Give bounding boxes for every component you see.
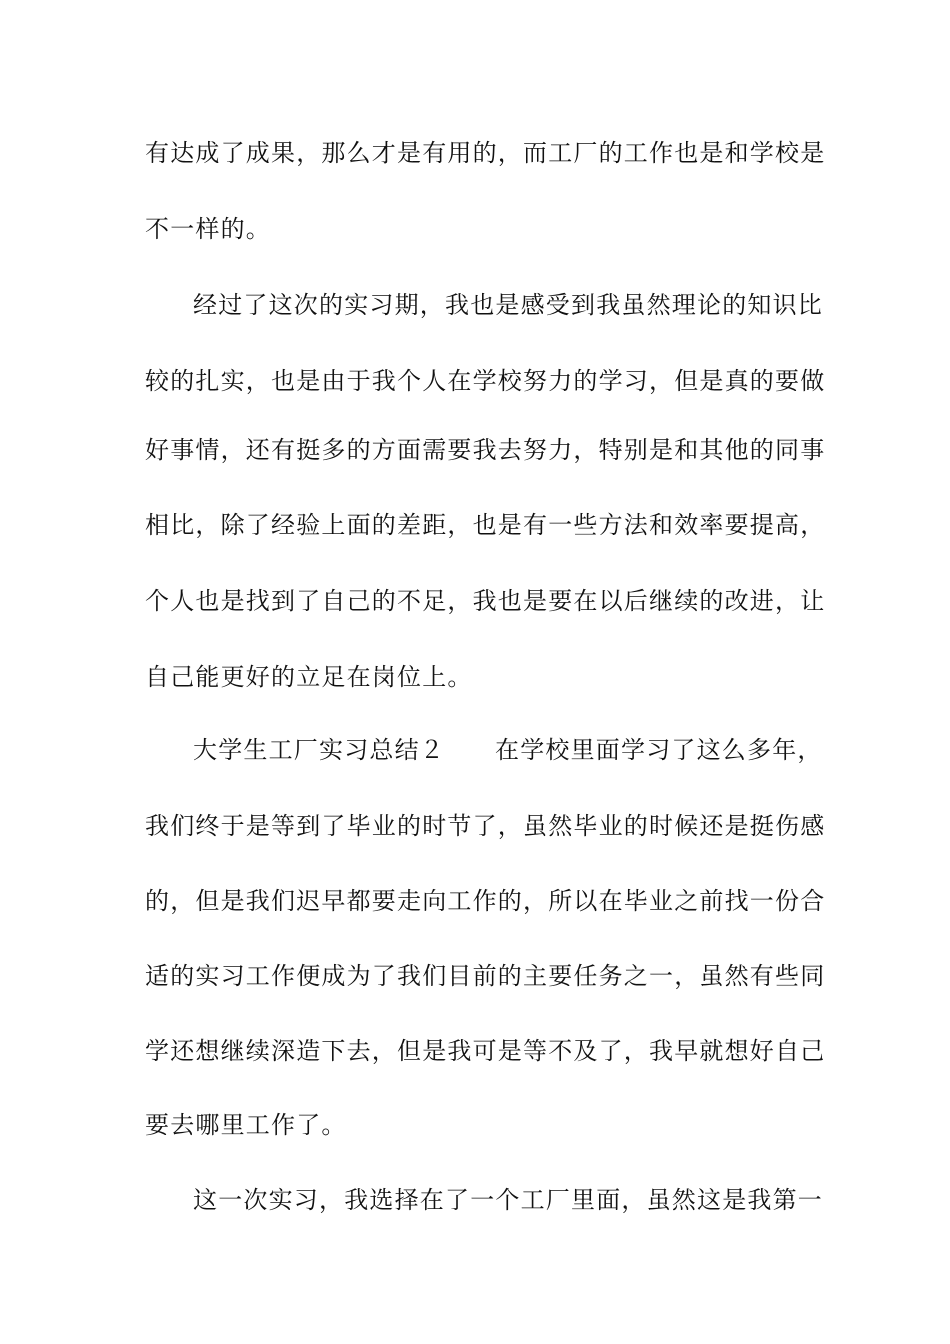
paragraph-line: 我们终于是等到了毕业的时节了，虽然毕业的时候还是挺伤感 xyxy=(145,812,826,840)
paragraph-line: 学还想继续深造下去，但是我可是等不及了，我早就想好自己 xyxy=(145,1037,826,1065)
section-heading: 大学生工厂实习总结２ xyxy=(193,736,445,764)
paragraph-line: 这一次实习，我选择在了一个工厂里面，虽然这是我第一 xyxy=(193,1186,823,1214)
paragraph-line: 好事情，还有挺多的方面需要我去努力，特别是和其他的同事 xyxy=(145,436,826,464)
paragraph-line: 要去哪里工作了。 xyxy=(145,1111,347,1139)
paragraph-line: 个人也是找到了自己的不足，我也是要在以后继续的改进，让 xyxy=(145,587,826,615)
paragraph-line: 有达成了成果，那么才是有用的，而工厂的工作也是和学校是 xyxy=(145,139,826,167)
paragraph-line: 适的实习工作便成为了我们目前的主要任务之一，虽然有些同 xyxy=(145,962,826,990)
paragraph-line: 较的扎实，也是由于我个人在学校努力的学习，但是真的要做 xyxy=(145,367,826,395)
paragraph-line: 相比，除了经验上面的差距，也是有一些方法和效率要提高， xyxy=(145,511,826,539)
paragraph-line: 不一样的。 xyxy=(145,215,271,243)
paragraph-line: 的，但是我们迟早都要走向工作的，所以在毕业之前找一份合 xyxy=(145,887,826,915)
section-first-line: 在学校里面学习了这么多年， xyxy=(495,736,823,764)
paragraph-line: 经过了这次的实习期，我也是感受到我虽然理论的知识比 xyxy=(193,291,823,319)
section-heading-line xyxy=(193,730,823,770)
paragraph-line: 自己能更好的立足在岗位上。 xyxy=(145,663,473,691)
